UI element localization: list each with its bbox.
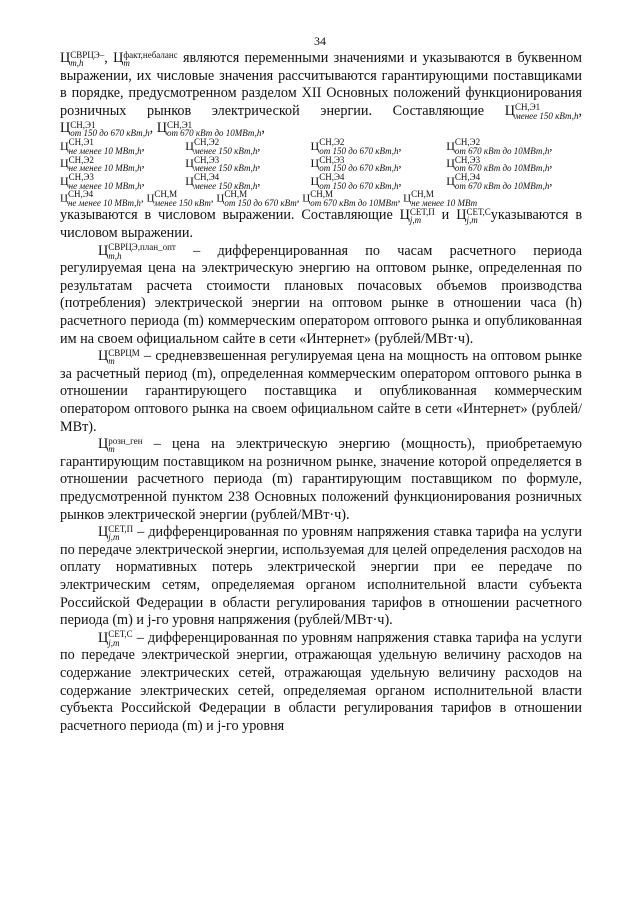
symbol-grid [60,138,582,191]
symbol-set-p-def: Ц СЕТ,П j,m [98,523,134,543]
symbol-sn-e1-150-670: Ц СН,Э1 от 150 до 670 кВт,h [60,119,150,139]
paragraph-numeric: указываются в числовом выражении. Составляющие Ц СЕТ,П j,m и Ц СЕТ,С j,m указываются в числовом выражении. [60,206,583,242]
definition-set-c: Ц СЕТ,С j,m – дифференцированная по уровням напряжения ставка тарифа на услуги по передаче электрической энергии, отражающая удельную величину расходов на содержание электрических сетей, отражающая удельную величину расходов на содержание электрических сетей, определяемая органом исполнительной власти субъекта Российской Федерации в области регулирования тарифов в отношении расчетного периода (m) и j-го уровня [60,629,582,734]
symbol-sn-e1-lt150: Ц СН,Э1 менее 150 кВт,h [504,102,579,121]
definition-rozn-gen: Ц розн_ген m – цена на электрическую энергию (мощность), приобретаемую гарантирующим поставщиком на розничном рынке, значение которой определяется в отношении расчетного периода (m) гарантирующим поставщиком по формуле, предусмотренной пунктом 238 Основных положений функционирования розничных рынков электрической энергии (рублей/МВт·ч). [60,435,582,523]
grid-symbol: Ц СН,Э4 менее 150 кВт,h , [185,172,261,191]
symbol-set-p: Ц СЕТ,П j,m [399,206,435,226]
definition-set-p: Ц СЕТ,П j,m – дифференцированная по уровням напряжения ставка тарифа на услуги по передаче электрической энергии, используемая для целей определения расходов на оплату нормативных потерь электрической энергии при ее передаче по электрическим сетям, определяемая органом исполнительной власти субъекта Российской Федерации в области регулирования тарифов в отношении расчетного периода (m) и j-го уровня напряжения (рублей/МВт·ч). [60,523,582,629]
grid-symbol: Ц СН,Э3 менее 150 кВт,h , [185,154,261,174]
grid-symbol: Ц СН,Э1 не менее 10 МВт,h , [60,137,145,156]
grid-symbol: Ц СН,Э2 от 150 до 670 кВт,h , [310,137,402,156]
symbol-rozn-gen: Ц розн_ген m [98,435,143,455]
symbol-svrce-plan-opt: Ц СВРЦЭ,план_опт m,h [98,242,176,261]
symbol-row-m: Ц СН,Э4 не менее 10 МВт,h , Ц СН,М менее 150 кВт , Ц СН,М от 150 до 670 кВт , Ц СН,М от 670 кВт до 10МВт , Ц СН,М не менее 10 МВт [60,189,478,208]
symbol-fakt-nebalans: Ц факт,небаланс m [113,49,178,68]
grid-symbol: Ц СН,Э3 от 670 кВт до 10МВт,h , [446,154,553,174]
grid-symbol: Ц СН,Э2 не менее 10 МВт,h , [60,154,145,174]
symbol-set-c-def: Ц СЕТ,С j,m [98,629,133,648]
document-body [60,50,582,735]
symbol-set-c: Ц СЕТ,С j,m [456,206,491,226]
grid-symbol: Ц СН,Э3 не менее 10 МВт,h , [60,172,145,191]
grid-symbol: Ц СН,Э3 от 150 до 670 кВт,h , [310,154,402,174]
definition-svrce-plan-opt: Ц СВРЦЭ,план_опт m,h – дифференцированная по часам расчетного периода регулируемая цена на электрическую энергию на оптовом рынке, определенная по результатам расчета стоимости плановых почасовых объемов производства (потребления) электрической энергии на оптовом рынке в отношении часа (h) расчетного периода (m) коммерческим оператором оптового рынка и опубликованная им на своем официальном сайте в сети «Интернет» (рублей/МВт·ч). [60,242,582,347]
symbol-sn-e1-670-10: Ц СН,Э1 от 670 кВт до 10МВт,h [156,119,262,139]
symbol-svrce: Ц СВРЦЭ– m,h [60,49,105,68]
grid-symbol: Ц СН,Э2 от 670 кВт до 10МВт,h , [446,137,553,156]
definition-svrcm: Ц СВРЦМ m – средневзвешенная регулируемая цена на мощность на оптовом рынке за расчетный период (m), определенная коммерческим оператором оптового рынка в отношении гарантирующего поставщика и опубликованная коммерческим оператором оптового рынка на своем официальном сайте в сети «Интернет» (рублей/МВт). [60,347,582,435]
symbol-svrcm: Ц СВРЦМ m [98,347,140,367]
paragraph-variables: Ц СВРЦЭ– m,h , Ц факт,небаланс m являются переменными значениями и указываются в буквенном выражении, их числовые значения рассчитываются гарантирующими поставщиками в порядке, предусмотренном разделом XII Основных положений функционирования розничных рынков электрической энергии. Составляющие Ц СН,Э1 менее 150 кВт,h , Ц СН,Э1 от 150 до 670 кВт,h , Ц СН,Э1 от 670 кВт до 10МВт,h , [60,49,583,139]
page-number: 34 [314,34,326,48]
grid-symbol: Ц СН,Э4 от 670 кВт до 10МВт,h , [446,172,553,191]
grid-symbol: Ц СН,Э4 от 150 до 670 кВт,h , [310,172,402,191]
grid-symbol: Ц СН,Э2 менее 150 кВт,h , [185,137,261,156]
